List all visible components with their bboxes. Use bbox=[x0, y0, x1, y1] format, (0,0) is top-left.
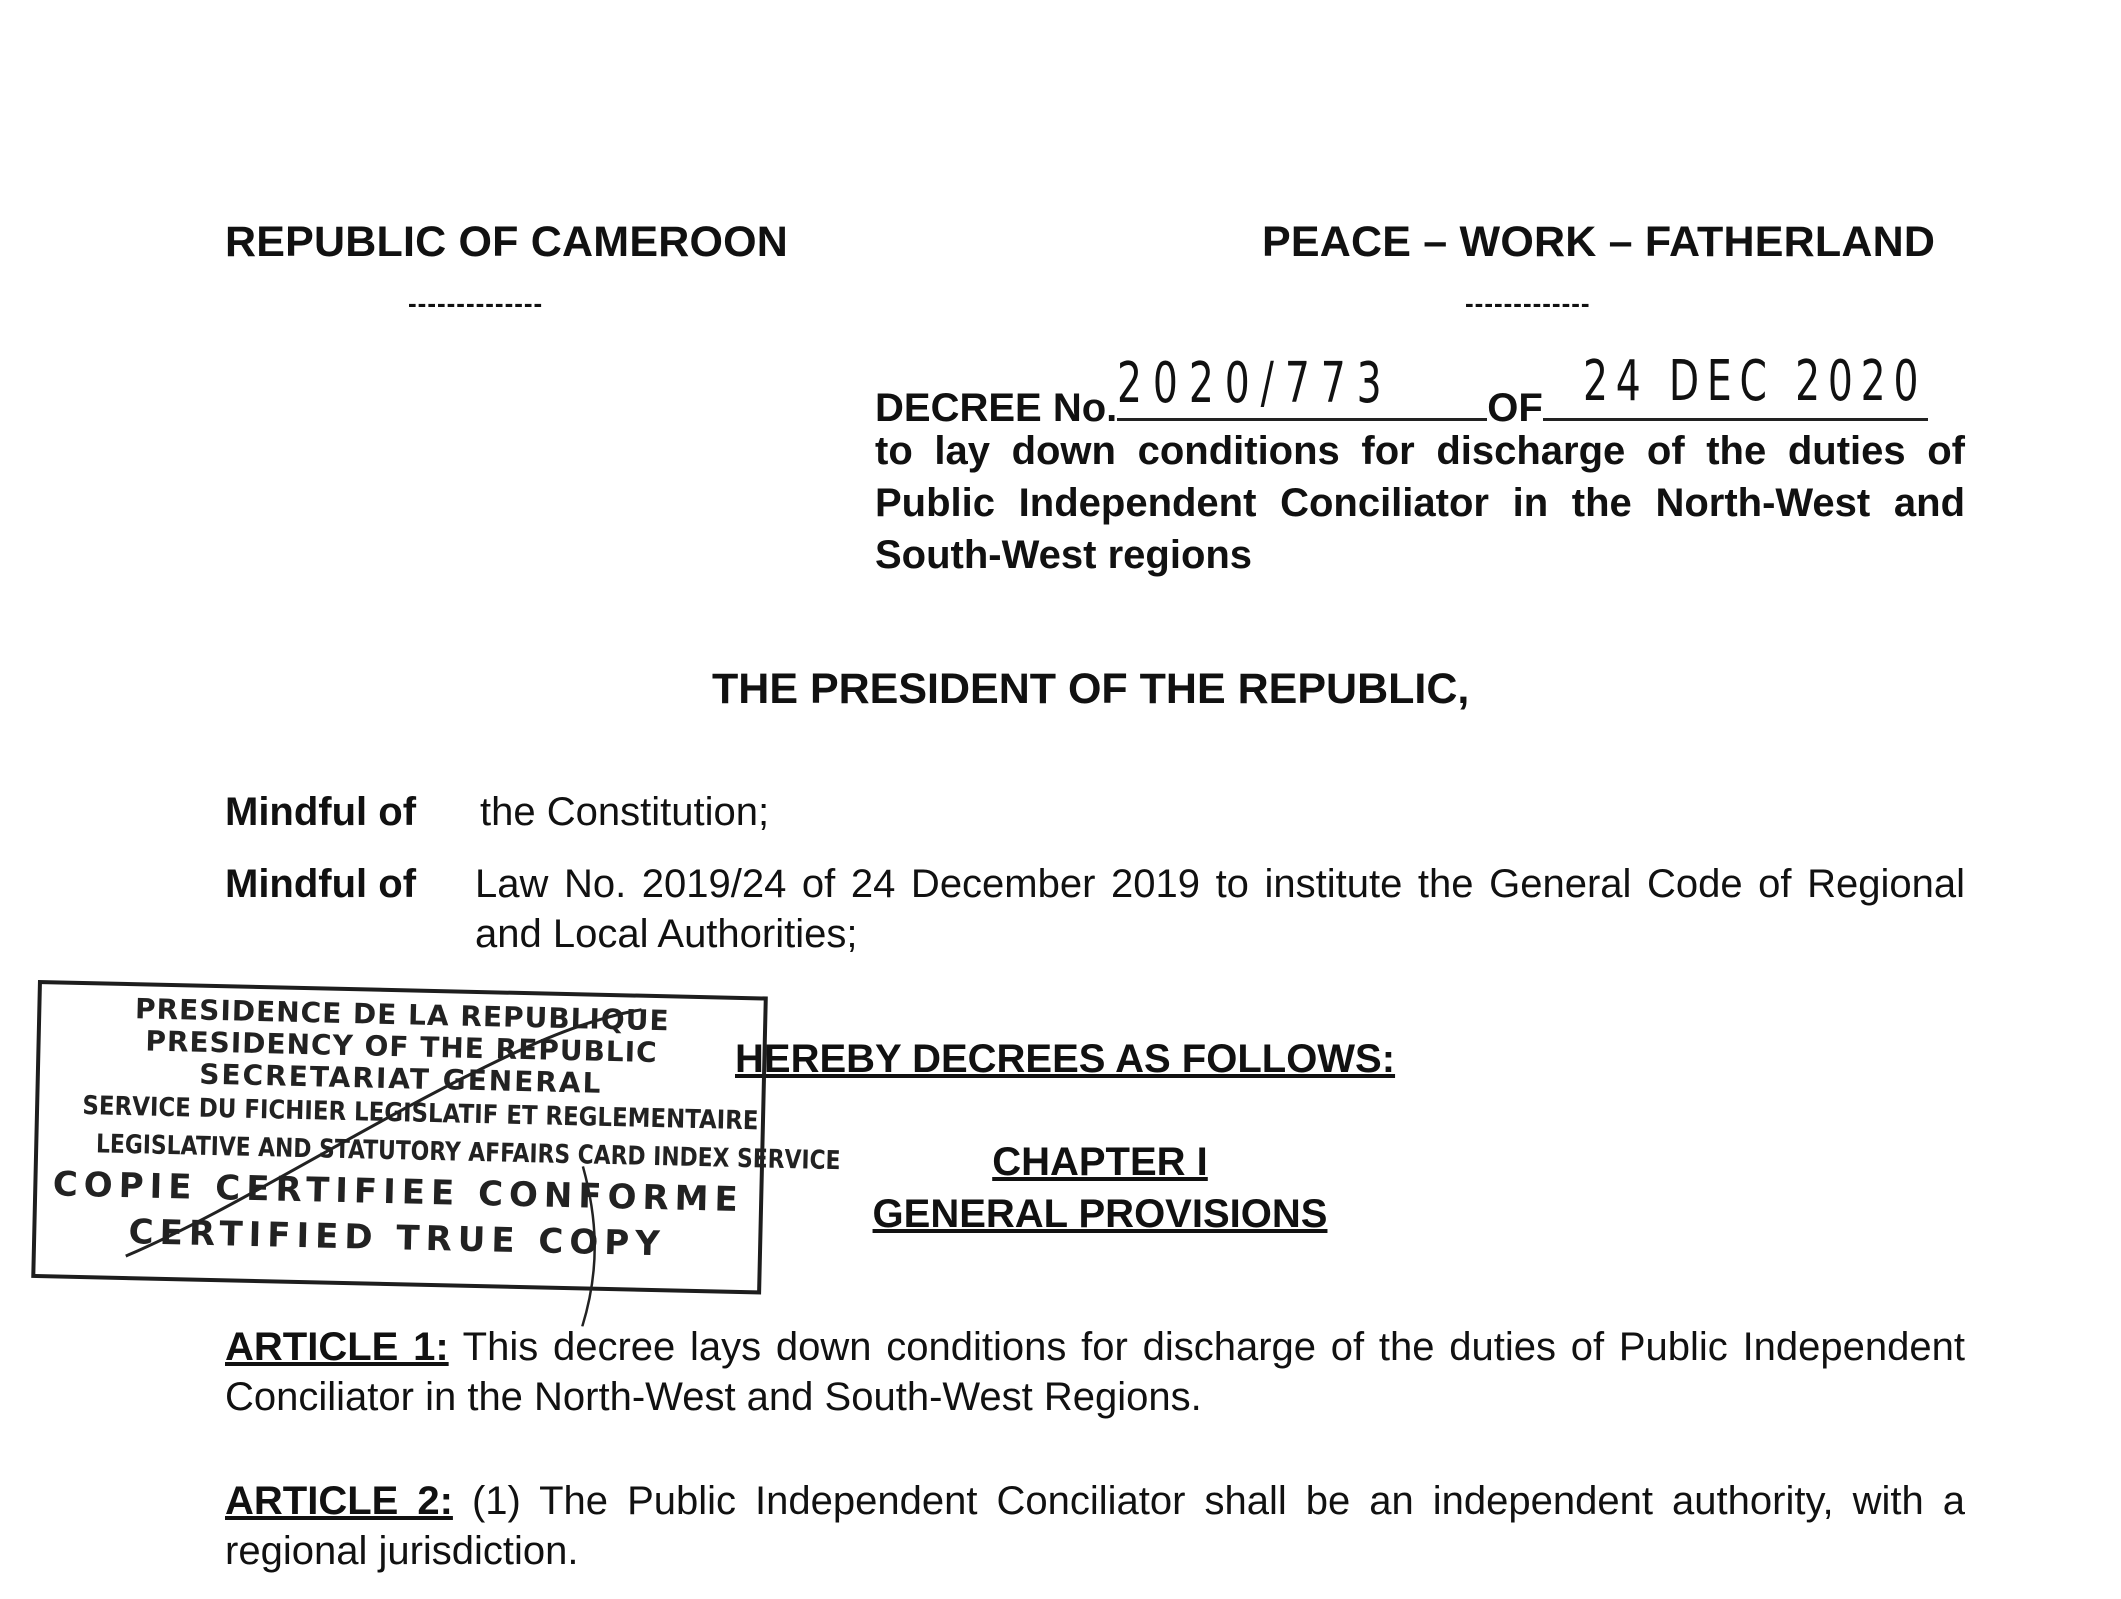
decree-number-line bbox=[875, 349, 1928, 431]
article-1-label: ARTICLE 1: bbox=[225, 1325, 449, 1369]
article-1 bbox=[225, 1322, 1965, 1422]
article-1-text: This decree lays down conditions for discharge of the duties of Public Independent Conciliator in the North-West and South-West Regions. bbox=[225, 1325, 1966, 1419]
mindful-text-2: Law No. 2019/24 of 24 December 2019 to institute the General Code of Regional and Local Authorities; bbox=[475, 862, 1965, 956]
chapter-title: GENERAL PROVISIONS bbox=[872, 1192, 1328, 1236]
chapter-number: CHAPTER I bbox=[992, 1140, 1208, 1184]
header-motto: PEACE – WORK – FATHERLAND bbox=[1262, 218, 1936, 266]
header-left-dashes: -------------- bbox=[408, 288, 544, 318]
mindful-text-1: the Constitution; bbox=[480, 790, 770, 834]
chapter-heading bbox=[820, 1136, 1380, 1240]
president-heading: THE PRESIDENT OF THE REPUBLIC, bbox=[712, 665, 1470, 713]
mindful-label-1: Mindful of bbox=[225, 790, 417, 834]
decree-title: to lay down conditions for discharge of the duties of Public Independent Conciliator in the North-West and South-West regions bbox=[875, 429, 1965, 577]
article-2-label: ARTICLE 2: bbox=[225, 1479, 453, 1523]
decree-date-field bbox=[1543, 349, 1928, 421]
stamp-line-3: SECRETARIAT GENERAL bbox=[198, 1057, 603, 1100]
article-2 bbox=[225, 1476, 1965, 1576]
stamp-line-7: CERTIFIED TRUE COPY bbox=[128, 1212, 667, 1265]
decree-number-field bbox=[1117, 351, 1487, 421]
decree-of-label: OF bbox=[1487, 386, 1543, 430]
stamp-line-5: LEGISLATIVE AND STATUTORY AFFAIRS CARD INDEX SERVICE bbox=[95, 1129, 841, 1177]
header-country: REPUBLIC OF CAMEROON bbox=[225, 218, 788, 266]
decree-date-value: 24 DEC 2020 bbox=[1582, 349, 1927, 414]
stamp-line-4: SERVICE DU FICHIER LEGISLATIF ET REGLEMENTAIRE bbox=[82, 1091, 759, 1137]
stamp-line-2: PRESIDENCY OF THE REPUBLIC bbox=[145, 1024, 659, 1070]
header-right-dashes: ------------- bbox=[1465, 288, 1591, 318]
decree-number-label: DECREE No. bbox=[875, 386, 1118, 430]
stamp-line-6: COPIE CERTIFIEE CONFORME bbox=[52, 1164, 745, 1221]
signature-stroke-icon bbox=[34, 984, 841, 1330]
stamp-line-1: PRESIDENCE DE LA REPUBLIQUE bbox=[134, 992, 670, 1038]
decrees-heading: HEREBY DECREES AS FOLLOWS: bbox=[735, 1037, 1396, 1081]
certification-stamp bbox=[31, 980, 841, 1294]
mindful-label-2: Mindful of bbox=[225, 862, 417, 906]
decree-number-value: 2020/773 bbox=[1117, 351, 1393, 416]
article-2-text: (1) The Public Independent Conciliator shall be an independent authority, with a regional jurisdiction. bbox=[225, 1479, 1965, 1573]
